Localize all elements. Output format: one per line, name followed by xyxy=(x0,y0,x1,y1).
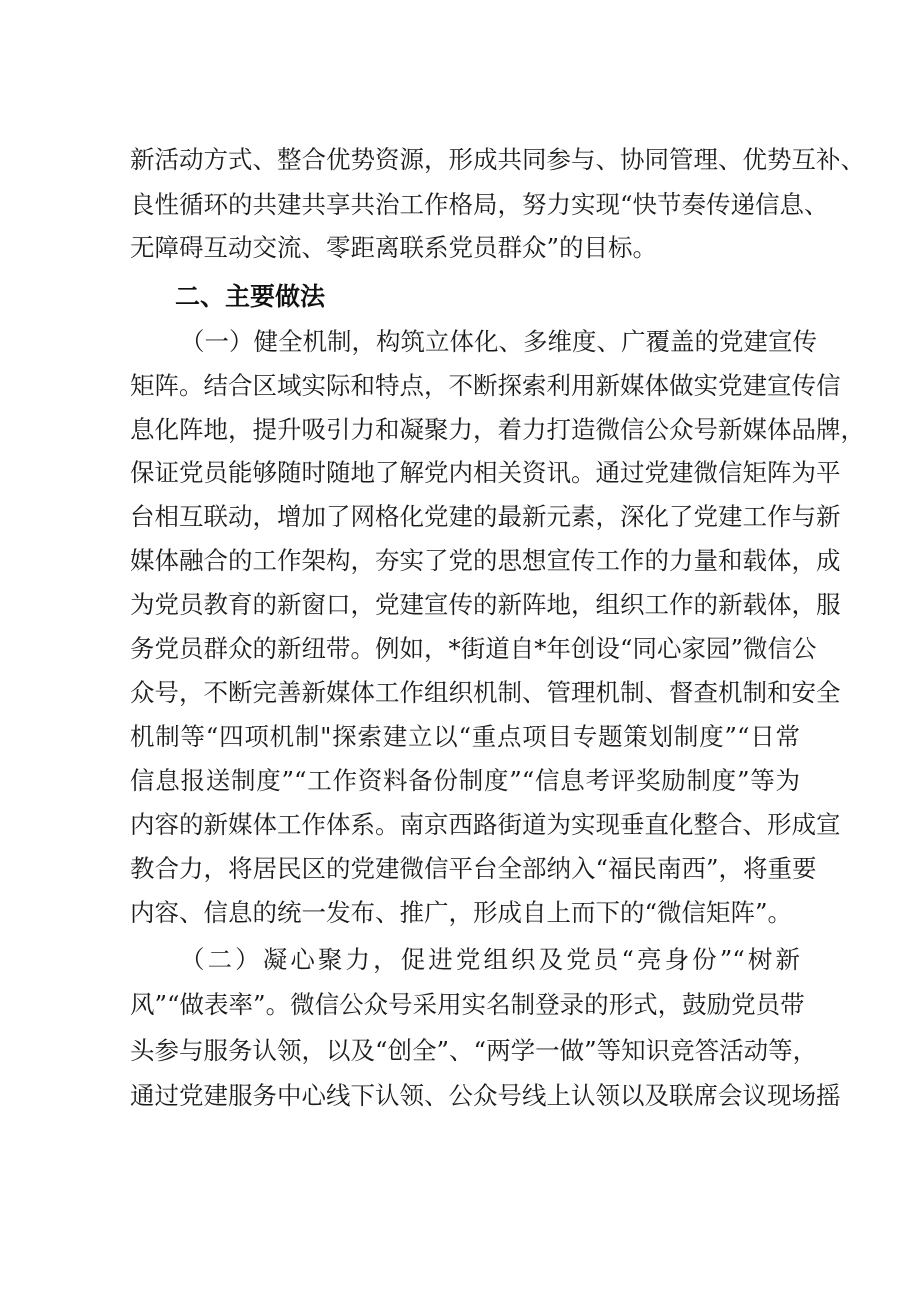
para2-line-3: 头参与服务认领，以及“创全”、“两学一做”等知识竞答活动等， xyxy=(130,1036,818,1065)
para2-line-1: （二）凝心聚力，促进党组织及党员“亮身份”“树新 xyxy=(180,945,800,974)
intro-line-3: 无障碍互动交流、零距离联系党员群众”的目标。 xyxy=(130,233,658,262)
para1-line-4: 保证党员能够随时随地了解党内相关资讯。通过党建微信矩阵为平 xyxy=(130,458,841,487)
para1-line-9: 众号，不断完善新媒体工作组织机制、管理机制、督查机制和安全 xyxy=(130,678,841,707)
para1-line-1: （一）健全机制，构筑立体化、多维度、广覆盖的党建宣传 xyxy=(180,327,817,356)
intro-line-2: 良性循环的共建共享共治工作格局，努力实现“快节奏传递信息、 xyxy=(130,190,829,219)
para1-line-6: 媒体融合的工作架构，夯实了党的思想宣传工作的力量和载体，成 xyxy=(130,546,841,575)
para1-line-8: 务党员群众的新纽带。例如，*街道自*年创设“同心家园”微信公 xyxy=(130,634,817,663)
para1-line-13: 教合力，将居民区的党建微信平台全部纳入“福民南西”，将重要 xyxy=(130,854,817,883)
para1-line-5: 台相互联动，增加了网格化党建的最新元素，深化了党建工作与新 xyxy=(130,502,841,531)
para1-line-12: 内容的新媒体工作体系。南京西路街道为实现垂直化整合、形成宣 xyxy=(130,810,841,839)
para1-line-10: 机制等“四项机制"探索建立以“重点项目专题策划制度”“日常 xyxy=(130,722,800,751)
intro-line-1: 新活动方式、整合优势资源，形成共同参与、协同管理、优势互补、 xyxy=(130,145,865,174)
para1-line-2: 矩阵。结合区域实际和特点，不断探索利用新媒体做实党建宣传信 xyxy=(130,371,841,400)
para2-line-4: 通过党建服务中心线下认领、公众号线上认领以及联席会议现场摇 xyxy=(130,1081,841,1110)
para1-line-7: 为党员教育的新窗口，党建宣传的新阵地，组织工作的新载体，服 xyxy=(130,590,841,619)
section-heading: 二、主要做法 xyxy=(175,282,326,311)
para1-line-11: 信息报送制度”“工作资料备份制度”“信息考评奖励制度”等为 xyxy=(130,766,800,795)
para1-line-14: 内容、信息的统一发布、推广，形成自上而下的“微信矩阵”。 xyxy=(130,898,793,927)
para2-line-2: 风”“做表率”。微信公众号采用实名制登录的形式，鼓励党员带 xyxy=(130,990,805,1019)
para1-line-3: 息化阵地，提升吸引力和凝聚力，着力打造微信公众号新媒体品牌， xyxy=(130,415,865,444)
